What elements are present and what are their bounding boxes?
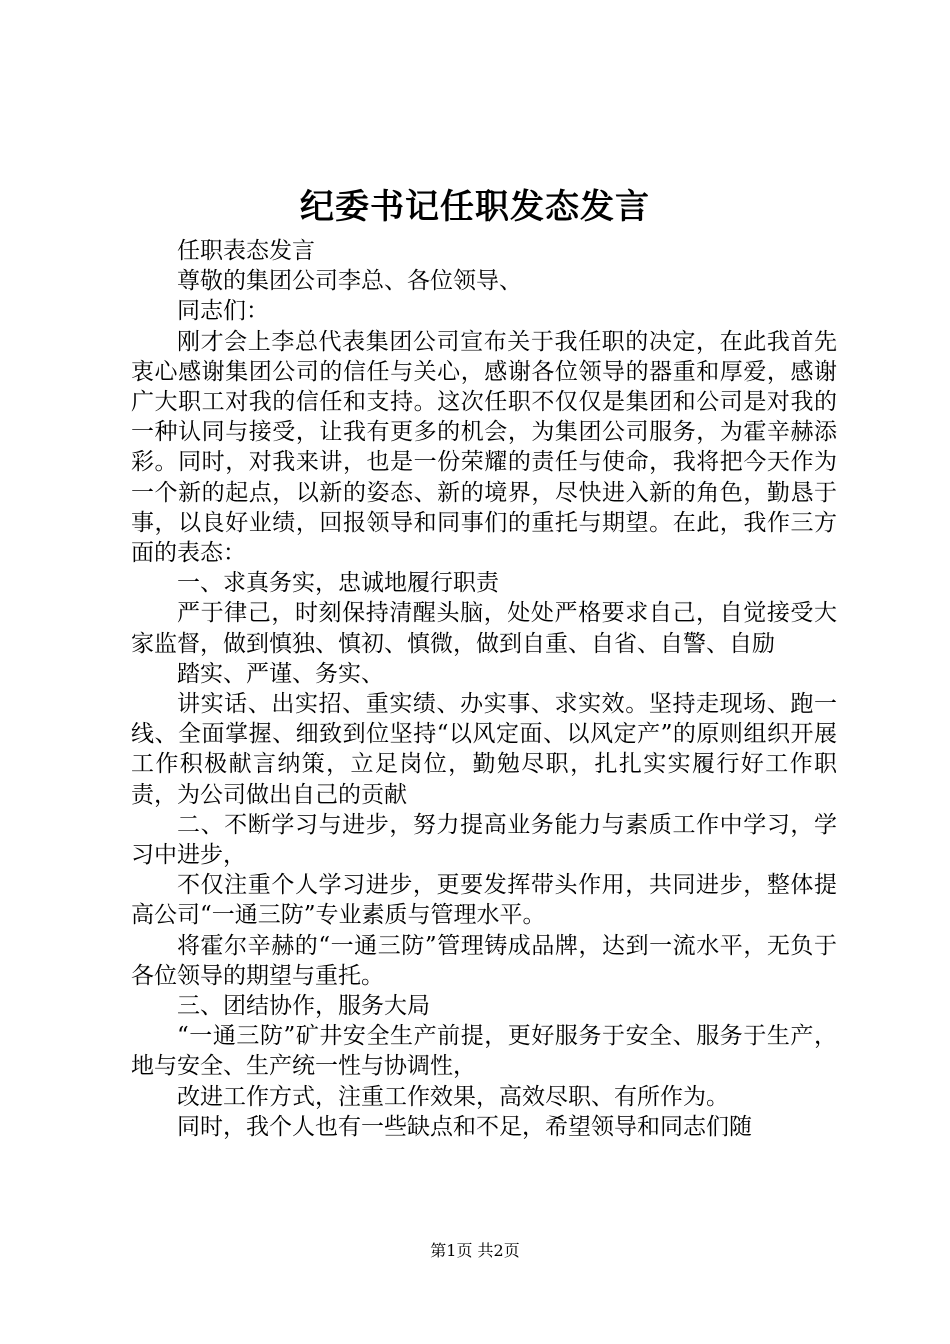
paragraph: 严于律己，时刻保持清醒头脑，处处严格要求自己，自觉接受大家监督，做到慎独、慎初、慎微，做到自重、自省、自警、自励 xyxy=(131,600,837,657)
paragraph: 讲实话、出实招、重实绩、办实事、求实效。坚持走现场、跑一线、全面掌握、细致到位坚持“以风定面、以风定产”的原则组织开展工作积极献言纳策，立足岗位，勤勉尽职，扎扎实实履行好工作职责，为公司做出自己的贡献 xyxy=(131,691,837,808)
section-heading: 一、求真务实，忠诚地履行职责 xyxy=(177,570,499,597)
paragraph: 将霍尔辛赫的“一通三防”管理铸成品牌，达到一流水平，无负于各位领导的期望与重托。 xyxy=(131,932,837,989)
paragraph: 同志们： xyxy=(177,298,269,325)
paragraph: 不仅注重个人学习进步，更要发挥带头作用，共同进步，整体提高公司“一通三防”专业素质与管理水平。 xyxy=(131,872,837,929)
paragraph: “一通三防”矿井安全生产前提，更好服务于安全、服务于生产，地与安全、生产统一性与协调性， xyxy=(131,1023,837,1080)
section-heading: 三、团结协作，服务大局 xyxy=(177,993,430,1020)
paragraph: 同时，我个人也有一些缺点和不足，希望领导和同志们随 xyxy=(177,1113,752,1140)
paragraph: 踏实、严谨、务实、 xyxy=(177,660,384,687)
section-heading: 二、不断学习与进步，努力提高业务能力与素质工作中学习，学习中进步， xyxy=(131,811,837,869)
paragraph: 尊敬的集团公司李总、各位领导、 xyxy=(177,268,522,295)
paragraph: 改进工作方式，注重工作效果，高效尽职、有所作为。 xyxy=(177,1083,729,1110)
paragraph: 任职表态发言 xyxy=(177,238,315,264)
page-footer: 第1页 共2页 xyxy=(430,1241,520,1260)
document-body xyxy=(131,236,837,1142)
document-title: 纪委书记任职发态发言 xyxy=(300,187,650,227)
paragraph: 刚才会上李总代表集团公司宣布关于我任职的决定，在此我首先衷心感谢集团公司的信任与关心，感谢各位领导的器重和厚爱，感谢广大职工对我的信任和支持。这次任职不仅仅是集团和公司是对我的一种认同与接受，让我有更多的机会，为集团公司服务，为霍辛赫添彩。同时，对我来讲，也是一份荣耀的责任与使命，我将把今天作为一个新的起点，以新的姿态、新的境界，尽快进入新的角色，勤恳于事，以良好业绩，回报领导和同事们的重托与期望。在此，我作三方面的表态： xyxy=(131,328,837,567)
